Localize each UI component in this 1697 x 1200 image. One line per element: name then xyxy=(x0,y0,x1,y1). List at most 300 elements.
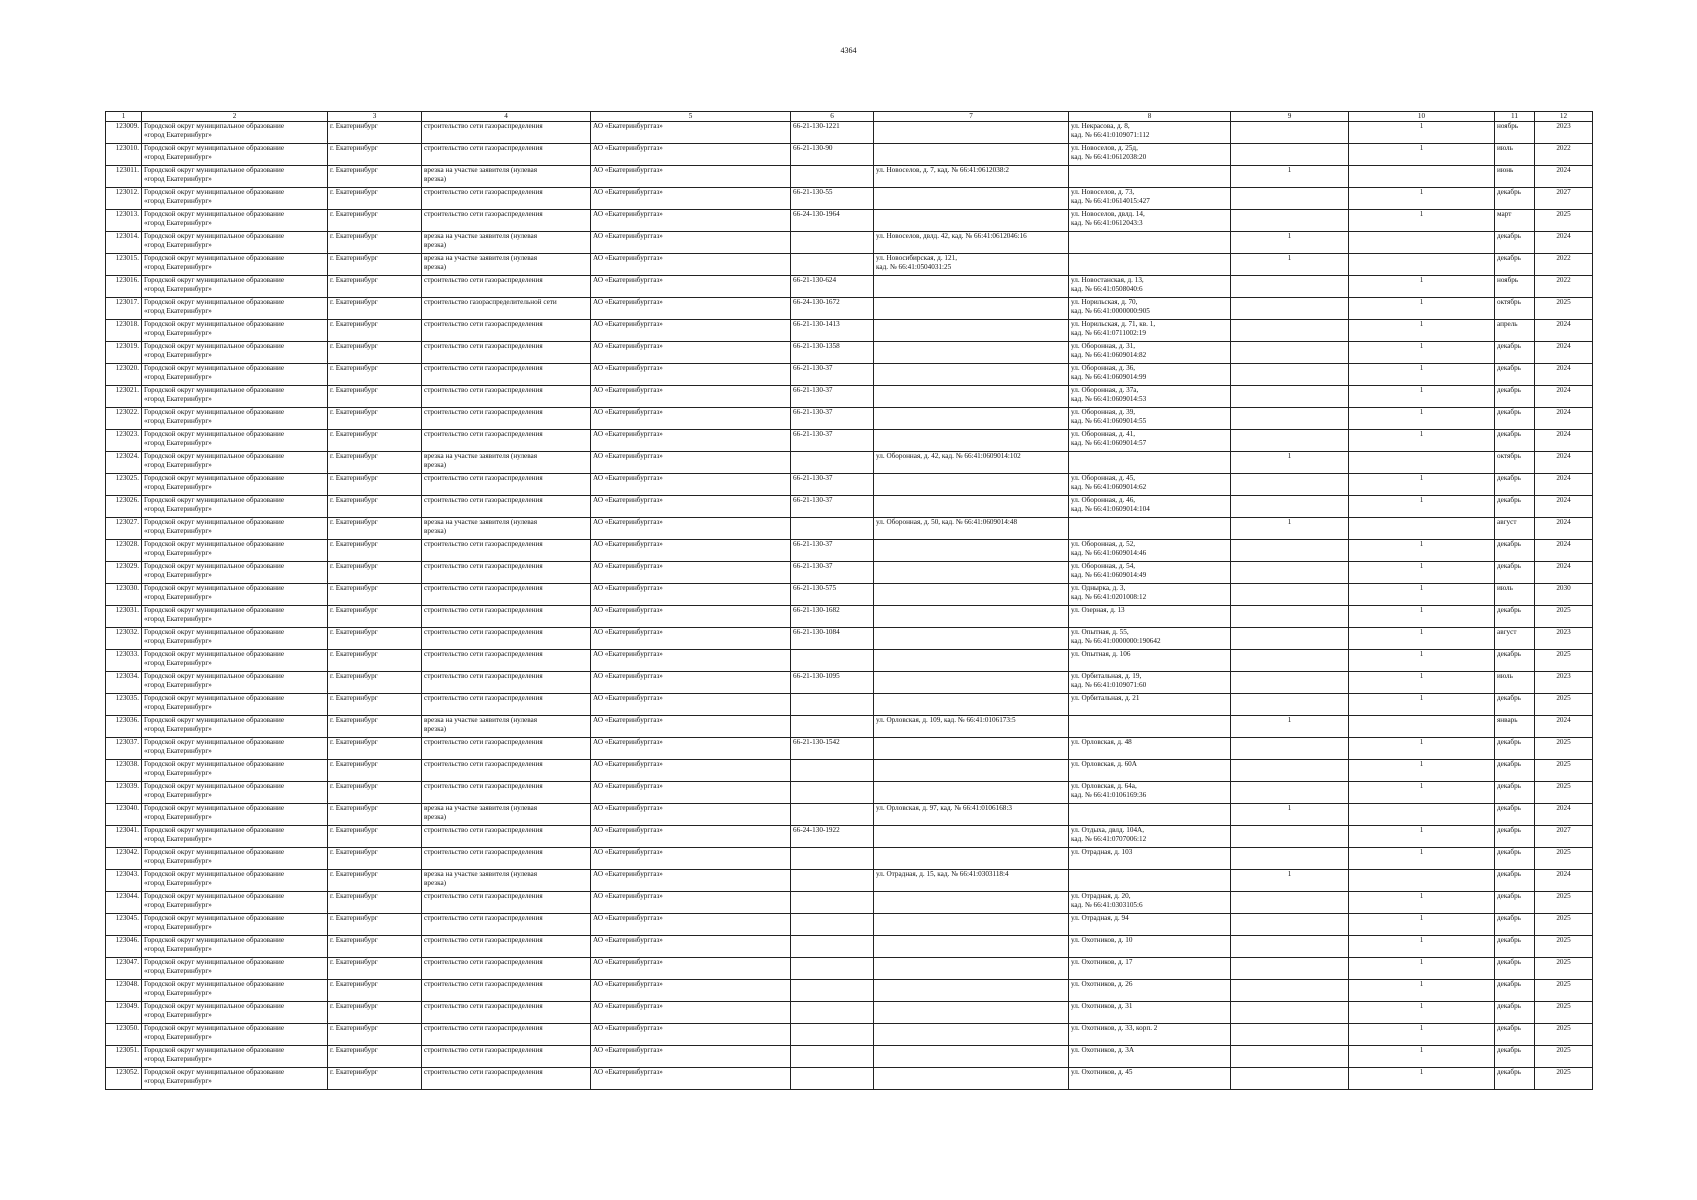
cell-row-number: 123044. xyxy=(106,892,142,914)
cell-organization: АО «Екатеринбурггаз» xyxy=(591,914,791,936)
cell-work-type: строительство сети газораспределения xyxy=(422,320,591,342)
cell-applicant-address xyxy=(874,408,1069,430)
cell-object-address: ул. Орловская, д. 48 xyxy=(1069,738,1231,760)
cell-month: август xyxy=(1495,628,1535,650)
municipality-line: Городской округ муниципальное образование xyxy=(144,694,285,702)
object-address-line: ул. Оборонная, д. 36, xyxy=(1071,364,1136,372)
cell-municipality xyxy=(142,870,328,892)
municipality-line: «город Екатеринбург» xyxy=(144,746,212,755)
cell-object-address xyxy=(1069,210,1231,232)
cell-organization: АО «Екатеринбурггаз» xyxy=(591,892,791,914)
table-row xyxy=(106,628,1593,650)
cell-organization: АО «Екатеринбурггаз» xyxy=(591,848,791,870)
cell-work-type: строительство сети газораспределения xyxy=(422,936,591,958)
cell-row-number: 123016. xyxy=(106,276,142,298)
municipality-line: «город Екатеринбург» xyxy=(144,394,212,403)
cell-work-type: строительство сети газораспределения xyxy=(422,584,591,606)
column-header: 9 xyxy=(1231,112,1349,122)
cell-registry-number xyxy=(791,1024,874,1046)
cell-applicant-count: 1 xyxy=(1231,232,1349,254)
cell-applicant-count: 1 xyxy=(1231,518,1349,540)
applicant-address-line: ул. Новосибирская, д. 121, xyxy=(876,254,957,262)
cell-network-count: 1 xyxy=(1349,650,1495,672)
municipality-line: «город Екатеринбург» xyxy=(144,350,212,359)
cell-work-type: строительство сети газораспределения xyxy=(422,826,591,848)
municipality-line: Городской округ муниципальное образование xyxy=(144,1046,285,1054)
cell-network-count: 1 xyxy=(1349,914,1495,936)
cell-municipality xyxy=(142,738,328,760)
municipality-line: Городской округ муниципальное образование xyxy=(144,804,285,812)
object-address-line: ул. Норильская, д. 71, кв. 1, xyxy=(1071,320,1156,328)
object-address-line: кад. № 66:41:0109071:112 xyxy=(1071,130,1150,139)
cell-city: г. Екатеринбург xyxy=(328,166,422,188)
cell-municipality xyxy=(142,540,328,562)
object-address-line: кад. № 66:41:0109071:60 xyxy=(1071,680,1147,689)
cell-row-number: 123029. xyxy=(106,562,142,584)
cell-applicant-address xyxy=(874,188,1069,210)
cell-organization: АО «Екатеринбурггаз» xyxy=(591,1002,791,1024)
cell-registry-number xyxy=(791,958,874,980)
table-row xyxy=(106,430,1593,452)
cell-city: г. Екатеринбург xyxy=(328,408,422,430)
cell-applicant-address xyxy=(874,936,1069,958)
cell-object-address xyxy=(1069,232,1231,254)
cell-city: г. Екатеринбург xyxy=(328,980,422,1002)
municipality-line: Городской округ муниципальное образование xyxy=(144,628,285,636)
table-row xyxy=(106,650,1593,672)
cell-month: декабрь xyxy=(1495,408,1535,430)
cell-year: 2024 xyxy=(1535,166,1593,188)
municipality-line: «город Екатеринбург» xyxy=(144,592,212,601)
cell-object-address xyxy=(1069,540,1231,562)
cell-organization: АО «Екатеринбурггаз» xyxy=(591,584,791,606)
cell-network-count: 1 xyxy=(1349,144,1495,166)
cell-registry-number xyxy=(791,760,874,782)
municipality-line: Городской округ муниципальное образование xyxy=(144,738,285,746)
municipality-line: «город Екатеринбург» xyxy=(144,944,212,953)
cell-work-type: строительство сети газораспределения xyxy=(422,364,591,386)
table-row xyxy=(106,452,1593,474)
cell-applicant-count xyxy=(1231,144,1349,166)
cell-network-count: 1 xyxy=(1349,386,1495,408)
cell-year: 2025 xyxy=(1535,1068,1593,1090)
cell-municipality xyxy=(142,716,328,738)
cell-applicant-count xyxy=(1231,210,1349,232)
cell-month: март xyxy=(1495,210,1535,232)
cell-network-count: 1 xyxy=(1349,408,1495,430)
cell-month: декабрь xyxy=(1495,650,1535,672)
cell-network-count xyxy=(1349,804,1495,826)
cell-object-address xyxy=(1069,804,1231,826)
table-row xyxy=(106,716,1593,738)
cell-network-count: 1 xyxy=(1349,980,1495,1002)
cell-municipality xyxy=(142,342,328,364)
cell-applicant-count: 1 xyxy=(1231,870,1349,892)
cell-city: г. Екатеринбург xyxy=(328,232,422,254)
cell-municipality xyxy=(142,386,328,408)
header-row xyxy=(106,112,1593,122)
cell-month: декабрь xyxy=(1495,914,1535,936)
cell-city: г. Екатеринбург xyxy=(328,848,422,870)
table-row xyxy=(106,298,1593,320)
cell-object-address: ул. Опытная, д. 106 xyxy=(1069,650,1231,672)
table-row xyxy=(106,826,1593,848)
municipality-line: Городской округ муниципальное образование xyxy=(144,474,285,482)
municipality-line: «город Екатеринбург» xyxy=(144,922,212,931)
cell-object-address xyxy=(1069,716,1231,738)
municipality-line: Городской округ муниципальное образование xyxy=(144,980,285,988)
cell-network-count xyxy=(1349,716,1495,738)
cell-work-type: строительство сети газораспределения xyxy=(422,474,591,496)
cell-applicant-address xyxy=(874,1002,1069,1024)
municipality-line: Городской округ муниципальное образование xyxy=(144,386,285,394)
cell-applicant-count xyxy=(1231,782,1349,804)
cell-object-address xyxy=(1069,408,1231,430)
municipality-line: «город Екатеринбург» xyxy=(144,812,212,821)
cell-city: г. Екатеринбург xyxy=(328,1046,422,1068)
cell-month: декабрь xyxy=(1495,760,1535,782)
object-address-line: кад. № 66:41:0612038:20 xyxy=(1071,152,1147,161)
cell-row-number: 123024. xyxy=(106,452,142,474)
cell-month: декабрь xyxy=(1495,606,1535,628)
column-header: 10 xyxy=(1349,112,1495,122)
cell-city: г. Екатеринбург xyxy=(328,342,422,364)
work-type-line: врезка на участке заявителя (нулевая xyxy=(424,870,538,878)
cell-applicant-address xyxy=(874,122,1069,144)
cell-registry-number xyxy=(791,694,874,716)
cell-month: декабрь xyxy=(1495,738,1535,760)
municipality-line: Городской округ муниципальное образование xyxy=(144,540,285,548)
cell-municipality xyxy=(142,782,328,804)
cell-applicant-count xyxy=(1231,914,1349,936)
cell-row-number: 123019. xyxy=(106,342,142,364)
object-address-line: кад. № 66:41:0000000:905 xyxy=(1071,306,1150,315)
cell-applicant-count xyxy=(1231,584,1349,606)
cell-object-address xyxy=(1069,892,1231,914)
cell-month: декабрь xyxy=(1495,430,1535,452)
municipality-line: Городской округ муниципальное образование xyxy=(144,848,285,856)
cell-registry-number: 66-21-130-1413 xyxy=(791,320,874,342)
table-row xyxy=(106,606,1593,628)
municipality-line: «город Екатеринбург» xyxy=(144,438,212,447)
cell-applicant-address xyxy=(874,760,1069,782)
municipality-line: Городской округ муниципальное образование xyxy=(144,166,285,174)
cell-row-number: 123010. xyxy=(106,144,142,166)
cell-city: г. Екатеринбург xyxy=(328,914,422,936)
cell-year: 2022 xyxy=(1535,254,1593,276)
column-header: 12 xyxy=(1535,112,1593,122)
cell-registry-number: 66-21-130-1358 xyxy=(791,342,874,364)
cell-work-type: строительство сети газораспределения xyxy=(422,672,591,694)
table-row xyxy=(106,848,1593,870)
municipality-line: Городской округ муниципальное образование xyxy=(144,936,285,944)
object-address-line: кад. № 66:41:0609014:99 xyxy=(1071,372,1147,381)
cell-object-address xyxy=(1069,496,1231,518)
table-row xyxy=(106,496,1593,518)
cell-month: декабрь xyxy=(1495,870,1535,892)
cell-year: 2024 xyxy=(1535,496,1593,518)
cell-applicant-address xyxy=(874,738,1069,760)
cell-month: декабрь xyxy=(1495,782,1535,804)
cell-applicant-count xyxy=(1231,826,1349,848)
cell-registry-number: 66-21-130-1095 xyxy=(791,672,874,694)
cell-network-count: 1 xyxy=(1349,298,1495,320)
object-address-line: ул. Оборонная, д. 39, xyxy=(1071,408,1136,416)
cell-year: 2024 xyxy=(1535,474,1593,496)
cell-applicant-address xyxy=(874,144,1069,166)
cell-applicant-address xyxy=(874,540,1069,562)
cell-applicant-count xyxy=(1231,672,1349,694)
cell-applicant-address: ул. Орловская, д. 97, кад. № 66:41:0106168:3 xyxy=(874,804,1069,826)
cell-network-count: 1 xyxy=(1349,738,1495,760)
cell-network-count: 1 xyxy=(1349,694,1495,716)
cell-row-number: 123018. xyxy=(106,320,142,342)
cell-applicant-address: ул. Оборонная, д. 50, кад. № 66:41:0609014:48 xyxy=(874,518,1069,540)
municipality-line: Городской округ муниципальное образование xyxy=(144,408,285,416)
municipality-line: Городской округ муниципальное образование xyxy=(144,496,285,504)
table-row xyxy=(106,408,1593,430)
cell-network-count: 1 xyxy=(1349,122,1495,144)
cell-city: г. Екатеринбург xyxy=(328,188,422,210)
cell-year: 2025 xyxy=(1535,1002,1593,1024)
table-row xyxy=(106,166,1593,188)
cell-applicant-address: ул. Новоселов, двлд. 42, кад. № 66:41:0612046:16 xyxy=(874,232,1069,254)
object-address-line: ул. Орловская, д. 64а, xyxy=(1071,782,1137,790)
cell-object-address: ул. Охотников, д. 31 xyxy=(1069,1002,1231,1024)
cell-organization: АО «Екатеринбурггаз» xyxy=(591,430,791,452)
cell-organization: АО «Екатеринбурггаз» xyxy=(591,738,791,760)
cell-row-number: 123051. xyxy=(106,1046,142,1068)
municipality-line: Городской округ муниципальное образование xyxy=(144,430,285,438)
cell-organization: АО «Екатеринбурггаз» xyxy=(591,628,791,650)
cell-registry-number: 66-21-130-37 xyxy=(791,496,874,518)
cell-row-number: 123038. xyxy=(106,760,142,782)
municipality-line: «город Екатеринбург» xyxy=(144,482,212,491)
cell-year: 2023 xyxy=(1535,628,1593,650)
municipality-line: «город Екатеринбург» xyxy=(144,724,212,733)
cell-applicant-address xyxy=(874,826,1069,848)
cell-object-address xyxy=(1069,584,1231,606)
cell-network-count: 1 xyxy=(1349,848,1495,870)
cell-city: г. Екатеринбург xyxy=(328,518,422,540)
municipality-line: «город Екатеринбург» xyxy=(144,790,212,799)
municipality-line: «город Екатеринбург» xyxy=(144,658,212,667)
cell-month: декабрь xyxy=(1495,188,1535,210)
table-row xyxy=(106,914,1593,936)
cell-object-address xyxy=(1069,826,1231,848)
municipality-line: Городской округ муниципальное образование xyxy=(144,276,285,284)
cell-organization: АО «Екатеринбурггаз» xyxy=(591,650,791,672)
cell-network-count: 1 xyxy=(1349,1002,1495,1024)
cell-year: 2024 xyxy=(1535,430,1593,452)
cell-organization: АО «Екатеринбурггаз» xyxy=(591,386,791,408)
cell-applicant-count xyxy=(1231,606,1349,628)
cell-registry-number: 66-21-130-37 xyxy=(791,430,874,452)
municipality-line: Городской округ муниципальное образование xyxy=(144,914,285,922)
cell-city: г. Екатеринбург xyxy=(328,276,422,298)
municipality-line: «город Екатеринбург» xyxy=(144,768,212,777)
cell-month: декабрь xyxy=(1495,958,1535,980)
cell-applicant-address xyxy=(874,474,1069,496)
cell-applicant-count xyxy=(1231,386,1349,408)
cell-row-number: 123014. xyxy=(106,232,142,254)
work-type-line: врезка) xyxy=(424,262,447,271)
cell-year: 2025 xyxy=(1535,914,1593,936)
cell-work-type: строительство сети газораспределения xyxy=(422,848,591,870)
cell-object-address xyxy=(1069,430,1231,452)
table-row xyxy=(106,232,1593,254)
cell-row-number: 123026. xyxy=(106,496,142,518)
cell-organization: АО «Екатеринбурггаз» xyxy=(591,452,791,474)
cell-registry-number xyxy=(791,782,874,804)
work-type-line: врезка) xyxy=(424,724,447,733)
cell-city: г. Екатеринбург xyxy=(328,1024,422,1046)
cell-row-number: 123035. xyxy=(106,694,142,716)
cell-applicant-address xyxy=(874,914,1069,936)
cell-year: 2025 xyxy=(1535,936,1593,958)
cell-applicant-address xyxy=(874,210,1069,232)
object-address-line: кад. № 66:41:0609014:53 xyxy=(1071,394,1147,403)
cell-municipality xyxy=(142,364,328,386)
cell-row-number: 123017. xyxy=(106,298,142,320)
cell-row-number: 123027. xyxy=(106,518,142,540)
cell-organization: АО «Екатеринбурггаз» xyxy=(591,694,791,716)
municipality-line: «город Екатеринбург» xyxy=(144,416,212,425)
object-address-line: ул. Оборонная, д. 46, xyxy=(1071,496,1136,504)
cell-row-number: 123037. xyxy=(106,738,142,760)
municipality-line: Городской округ муниципальное образование xyxy=(144,1024,285,1032)
cell-applicant-count xyxy=(1231,496,1349,518)
cell-object-address xyxy=(1069,166,1231,188)
cell-work-type: строительство сети газораспределения xyxy=(422,606,591,628)
cell-organization: АО «Екатеринбурггаз» xyxy=(591,760,791,782)
cell-applicant-count xyxy=(1231,1046,1349,1068)
cell-network-count xyxy=(1349,166,1495,188)
cell-work-type xyxy=(422,716,591,738)
cell-month: декабрь xyxy=(1495,342,1535,364)
municipality-line: «город Екатеринбург» xyxy=(144,878,212,887)
cell-organization: АО «Екатеринбурггаз» xyxy=(591,474,791,496)
cell-year: 2024 xyxy=(1535,804,1593,826)
cell-organization: АО «Екатеринбурггаз» xyxy=(591,804,791,826)
table-row xyxy=(106,584,1593,606)
municipality-line: Городской округ муниципальное образование xyxy=(144,364,285,372)
cell-organization: АО «Екатеринбурггаз» xyxy=(591,122,791,144)
cell-applicant-address xyxy=(874,958,1069,980)
cell-registry-number: 66-21-130-624 xyxy=(791,276,874,298)
cell-applicant-count xyxy=(1231,892,1349,914)
cell-city: г. Екатеринбург xyxy=(328,122,422,144)
cell-applicant-count xyxy=(1231,650,1349,672)
column-header: 8 xyxy=(1069,112,1231,122)
cell-organization: АО «Екатеринбурггаз» xyxy=(591,782,791,804)
cell-applicant-address xyxy=(874,606,1069,628)
object-address-line: ул. Новостанская, д. 13, xyxy=(1071,276,1144,284)
cell-registry-number xyxy=(791,804,874,826)
cell-organization: АО «Екатеринбурггаз» xyxy=(591,232,791,254)
cell-month: декабрь xyxy=(1495,980,1535,1002)
cell-organization: АО «Екатеринбурггаз» xyxy=(591,144,791,166)
cell-applicant-count xyxy=(1231,1024,1349,1046)
cell-year: 2025 xyxy=(1535,782,1593,804)
table-row xyxy=(106,210,1593,232)
cell-work-type: строительство сети газораспределения xyxy=(422,958,591,980)
cell-work-type: строительство сети газораспределения xyxy=(422,738,591,760)
cell-object-address xyxy=(1069,276,1231,298)
municipality-line: Городской округ муниципальное образование xyxy=(144,672,285,680)
cell-work-type: строительство сети газораспределения xyxy=(422,342,591,364)
cell-month: декабрь xyxy=(1495,474,1535,496)
cell-applicant-count xyxy=(1231,738,1349,760)
object-address-line: кад. № 66:41:0711002:19 xyxy=(1071,328,1146,337)
cell-work-type: строительство сети газораспределения xyxy=(422,408,591,430)
object-address-line: ул. Норильская, д. 70, xyxy=(1071,298,1138,306)
cell-registry-number: 66-24-130-1964 xyxy=(791,210,874,232)
cell-network-count xyxy=(1349,254,1495,276)
column-header: 11 xyxy=(1495,112,1535,122)
cell-row-number: 123020. xyxy=(106,364,142,386)
table-row xyxy=(106,760,1593,782)
object-address-line: кад. № 66:41:0508040:6 xyxy=(1071,284,1143,293)
cell-municipality xyxy=(142,1046,328,1068)
cell-object-address: ул. Охотников, д. 45 xyxy=(1069,1068,1231,1090)
cell-row-number: 123022. xyxy=(106,408,142,430)
municipality-line: Городской округ муниципальное образование xyxy=(144,298,285,306)
cell-registry-number: 66-21-130-90 xyxy=(791,144,874,166)
municipality-line: Городской округ муниципальное образование xyxy=(144,320,285,328)
cell-network-count: 1 xyxy=(1349,210,1495,232)
cell-work-type: строительство сети газораспределения xyxy=(422,122,591,144)
table-row xyxy=(106,364,1593,386)
cell-year: 2025 xyxy=(1535,650,1593,672)
cell-work-type: строительство сети газораспределения xyxy=(422,694,591,716)
work-type-line: врезка) xyxy=(424,878,447,887)
cell-municipality xyxy=(142,628,328,650)
cell-registry-number: 66-21-130-37 xyxy=(791,364,874,386)
cell-month: июнь xyxy=(1495,166,1535,188)
cell-applicant-count xyxy=(1231,760,1349,782)
municipality-line: «город Екатеринбург» xyxy=(144,262,212,271)
cell-registry-number: 66-24-130-1922 xyxy=(791,826,874,848)
cell-year: 2024 xyxy=(1535,342,1593,364)
municipality-line: «город Екатеринбург» xyxy=(144,174,212,183)
cell-year: 2025 xyxy=(1535,606,1593,628)
work-type-line: врезка) xyxy=(424,526,447,535)
column-header: 6 xyxy=(791,112,874,122)
cell-organization: АО «Екатеринбурггаз» xyxy=(591,672,791,694)
cell-object-address: ул. Озерная, д. 13 xyxy=(1069,606,1231,628)
cell-year: 2024 xyxy=(1535,386,1593,408)
cell-registry-number: 66-21-130-1682 xyxy=(791,606,874,628)
page-number: 4364 xyxy=(840,46,857,55)
cell-year: 2024 xyxy=(1535,716,1593,738)
municipality-line: «город Екатеринбург» xyxy=(144,636,212,645)
table-row xyxy=(106,386,1593,408)
register-table xyxy=(105,111,1593,1090)
cell-applicant-address xyxy=(874,386,1069,408)
table-row xyxy=(106,738,1593,760)
table-row xyxy=(106,320,1593,342)
cell-network-count: 1 xyxy=(1349,474,1495,496)
cell-city: г. Екатеринбург xyxy=(328,892,422,914)
cell-object-address xyxy=(1069,254,1231,276)
cell-applicant-count xyxy=(1231,936,1349,958)
cell-applicant-address xyxy=(874,672,1069,694)
object-address-line: ул. Новоселов, д. 73, xyxy=(1071,188,1135,196)
cell-applicant-count xyxy=(1231,276,1349,298)
cell-city: г. Екатеринбург xyxy=(328,320,422,342)
table-row xyxy=(106,276,1593,298)
